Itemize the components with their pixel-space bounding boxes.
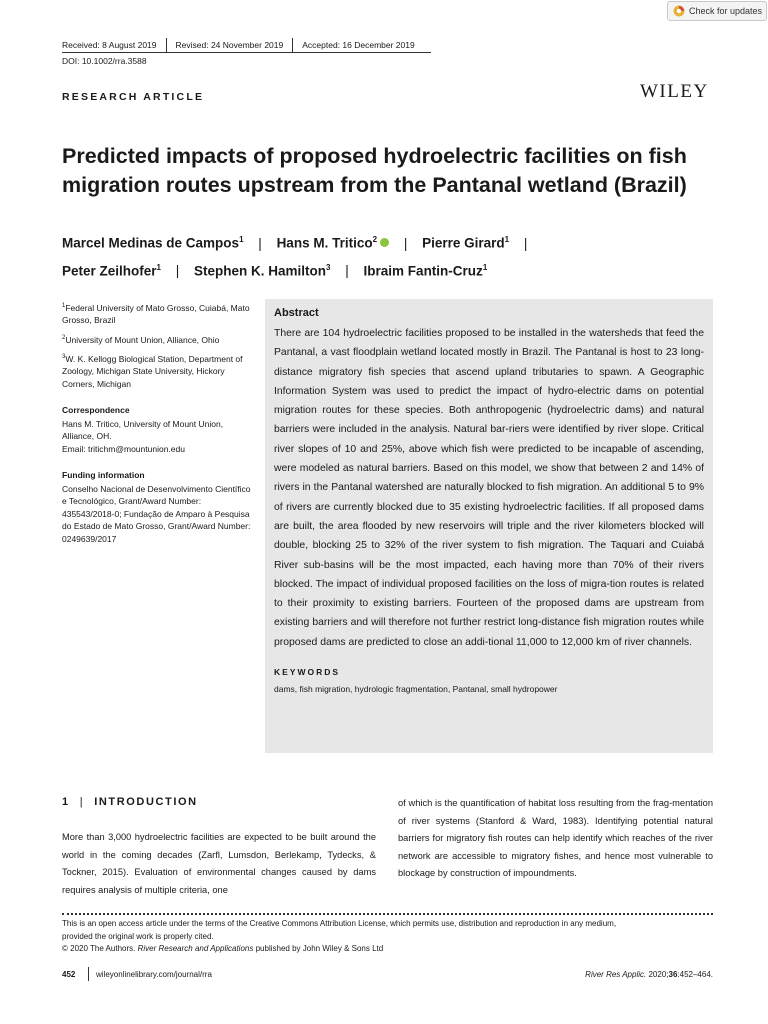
intro-left-column: More than 3,000 hydroelectric facilities are expected to be built around the world in the coming decades (Zarfl, Lumsdon, Berlekamp, Tydecks, & Tockner, 2015). Evaluation of environmental changes caused by dams requires analysis of multiple criteria, one xyxy=(62,832,376,895)
affiliation xyxy=(62,351,252,390)
correspondence-heading: Correspondence xyxy=(62,405,130,416)
affiliation-text: Federal University of Mato Grosso, Cuiabá, Mato Grosso, Brazil xyxy=(62,302,250,326)
citation-volume: 36 xyxy=(668,970,678,979)
accepted-date: Accepted: 16 December 2019 xyxy=(302,40,415,50)
funding-heading: Funding information xyxy=(62,470,145,481)
correspondence-email[interactable]: Email: tritichm@mountunion.edu xyxy=(62,443,185,454)
orcid-icon[interactable] xyxy=(380,238,389,247)
author-name[interactable]: Pierre Girard xyxy=(422,235,505,251)
intro-right-column: of which is the quantification of habitat loss resulting from the frag-mentation of river systems (Stanford & Ward, 1983). Identifying potential natural barriers for migratory fish routes can help identify which reaches of the river network are accessible to migratory fishes, and hence most vulnerable to blockage by construction of impoundments. xyxy=(398,798,713,879)
author-name[interactable]: Ibraim Fantin-Cruz xyxy=(363,263,483,278)
author-separator: | xyxy=(523,235,528,251)
abstract-panel xyxy=(265,299,713,753)
license-line: provided the original work is properly cited. xyxy=(62,931,214,941)
author-separator: | xyxy=(345,263,349,278)
affiliation-mark: 1 xyxy=(62,303,66,309)
page-number: 452 xyxy=(62,970,76,979)
publisher-text: published by John Wiley & Sons Ltd xyxy=(255,944,384,953)
license-divider xyxy=(62,913,713,915)
license-notice xyxy=(62,918,713,956)
publisher-logo: WILEY xyxy=(640,81,709,102)
citation-journal: River Res Applic. xyxy=(585,970,647,979)
affiliation-mark: 3 xyxy=(62,354,66,361)
author-name[interactable]: Hans M. Tritico xyxy=(276,235,373,251)
revised-date: Revised: 24 November 2019 xyxy=(175,40,284,50)
author-name[interactable]: Stephen K. Hamilton xyxy=(194,263,327,278)
abstract-body: There are 104 hydroelectric facilities proposed to be installed in the watersheds that feed the Pantanal, a vast floodplain wetland located mostly in Brazil. The Pantanal is host to 23 long-distance migratory fish species that ascend upland tributaries to spawn. A Geographic Information System was used to predict the impact of hydro-electric dams on potential migration routes for these species. Both anthropogenic (hydroelectric dams) and natural barriers were included in the analysis. Natural bar-riers were identified by river slope. Critical river slopes of 10 and 25%, above which fish were predicted to be incapable of ascending, were modeled as natural barriers. Based on this model, we show that between 2 and 14% of rivers in the Pantanal watershed are naturally blocked to fish migration. An additional 5 to 9% of rivers are currently blocked due to 35 existing hydroelectric facilities. If all proposed dams are built, the area flooded by new reservoirs will triple and the river kilometers blocked will double, blocking 25 to 32% of the river system to fish migration. The Taquari and Cuiabá River sub-basins will be the most impacted, each having more than 70% of their rivers blocked. The impact of individual proposed facilities on the loss of migra-tion routes is related to their proximity to existing barriers. Fourteen of the proposed dams are upstream from existing barriers and will therefore not further restrict long-distance fish migration routes while proposed dams are predicted to close an addi-tional 11,000 to 12,000 km of river channels. xyxy=(274,328,704,648)
date-divider xyxy=(166,38,167,52)
keywords-heading: KEYWORDS xyxy=(274,667,341,678)
section-heading xyxy=(62,796,198,808)
author-affiliation-mark: 1 xyxy=(504,235,510,244)
affiliation-mark: 2 xyxy=(62,334,66,341)
affiliation-text: University of Mount Union, Alliance, Ohio xyxy=(65,334,220,345)
affiliation xyxy=(62,332,252,346)
journal-name: River Research and Applications xyxy=(137,944,254,953)
funding-text: Conselho Nacional de Desenvolvimento Científico e Tecnológico, Grant/Award Number: 435543/2018-0; Fundação de Amparo à Pesquisa do Estado de Mato Grosso, Grant/Award Number: 0249639/2017 xyxy=(62,483,251,544)
section-separator: | xyxy=(79,796,85,808)
check-for-updates-label: Check for updates xyxy=(689,6,763,16)
journal-url[interactable]: wileyonlinelibrary.com/journal/rra xyxy=(96,970,212,979)
section-title: INTRODUCTION xyxy=(94,796,198,808)
author-separator: | xyxy=(175,263,180,278)
affiliation xyxy=(62,300,252,327)
affiliation-text: W. K. Kellogg Biological Station, Department of Zoology, Michigan State University, Hickory Corners, Michigan xyxy=(62,353,243,389)
check-for-updates-button[interactable] xyxy=(667,1,767,21)
received-date: Received: 8 August 2019 xyxy=(62,40,157,50)
date-divider xyxy=(292,38,293,52)
correspondence-text: Hans M. Tritico, University of Mount Union, Alliance, OH. xyxy=(62,418,224,442)
author-affiliation-mark: 2 xyxy=(372,235,378,244)
footer-divider xyxy=(88,967,89,981)
author-affiliation-mark: 1 xyxy=(156,262,161,272)
author-affiliation-mark: 3 xyxy=(326,262,331,272)
article-title: Predicted impacts of proposed hydroelectric facilities on fish migration routes upstream from the Pantanal wetland (Brazil) xyxy=(62,144,687,197)
author-list xyxy=(62,228,722,283)
author-line-2 xyxy=(62,256,722,284)
author-separator: | xyxy=(258,235,262,251)
author-separator: | xyxy=(403,235,408,251)
author-name[interactable]: Marcel Medinas de Campos xyxy=(62,235,240,251)
copyright-line xyxy=(62,943,713,956)
crossmark-icon xyxy=(673,5,685,17)
author-affiliation-mark: 1 xyxy=(239,235,244,244)
citation-pages: :452–464. xyxy=(677,970,713,979)
doi[interactable]: DOI: 10.1002/rra.3588 xyxy=(62,56,147,66)
license-line: This is an open access article under the terms of the Creative Commons Attribution License, which permits use, distribution and reproduction in any medium, xyxy=(62,919,617,928)
author-line-1 xyxy=(62,228,722,256)
section-number: 1 xyxy=(62,796,70,808)
article-type-label: RESEARCH ARTICLE xyxy=(62,91,205,103)
article-dates xyxy=(62,38,415,52)
keywords-list: dams, fish migration, hydrologic fragmentation, Pantanal, small hydropower xyxy=(274,684,558,695)
author-affiliation-mark: 1 xyxy=(482,262,488,272)
article-sidebar xyxy=(62,300,252,550)
author-name[interactable]: Peter Zeilhofer xyxy=(62,263,157,278)
abstract-heading: Abstract xyxy=(274,307,319,319)
citation xyxy=(585,970,713,979)
citation-year: 2020; xyxy=(648,970,669,979)
copyright-text: © 2020 The Authors. xyxy=(62,944,136,953)
header-rule xyxy=(62,52,431,53)
